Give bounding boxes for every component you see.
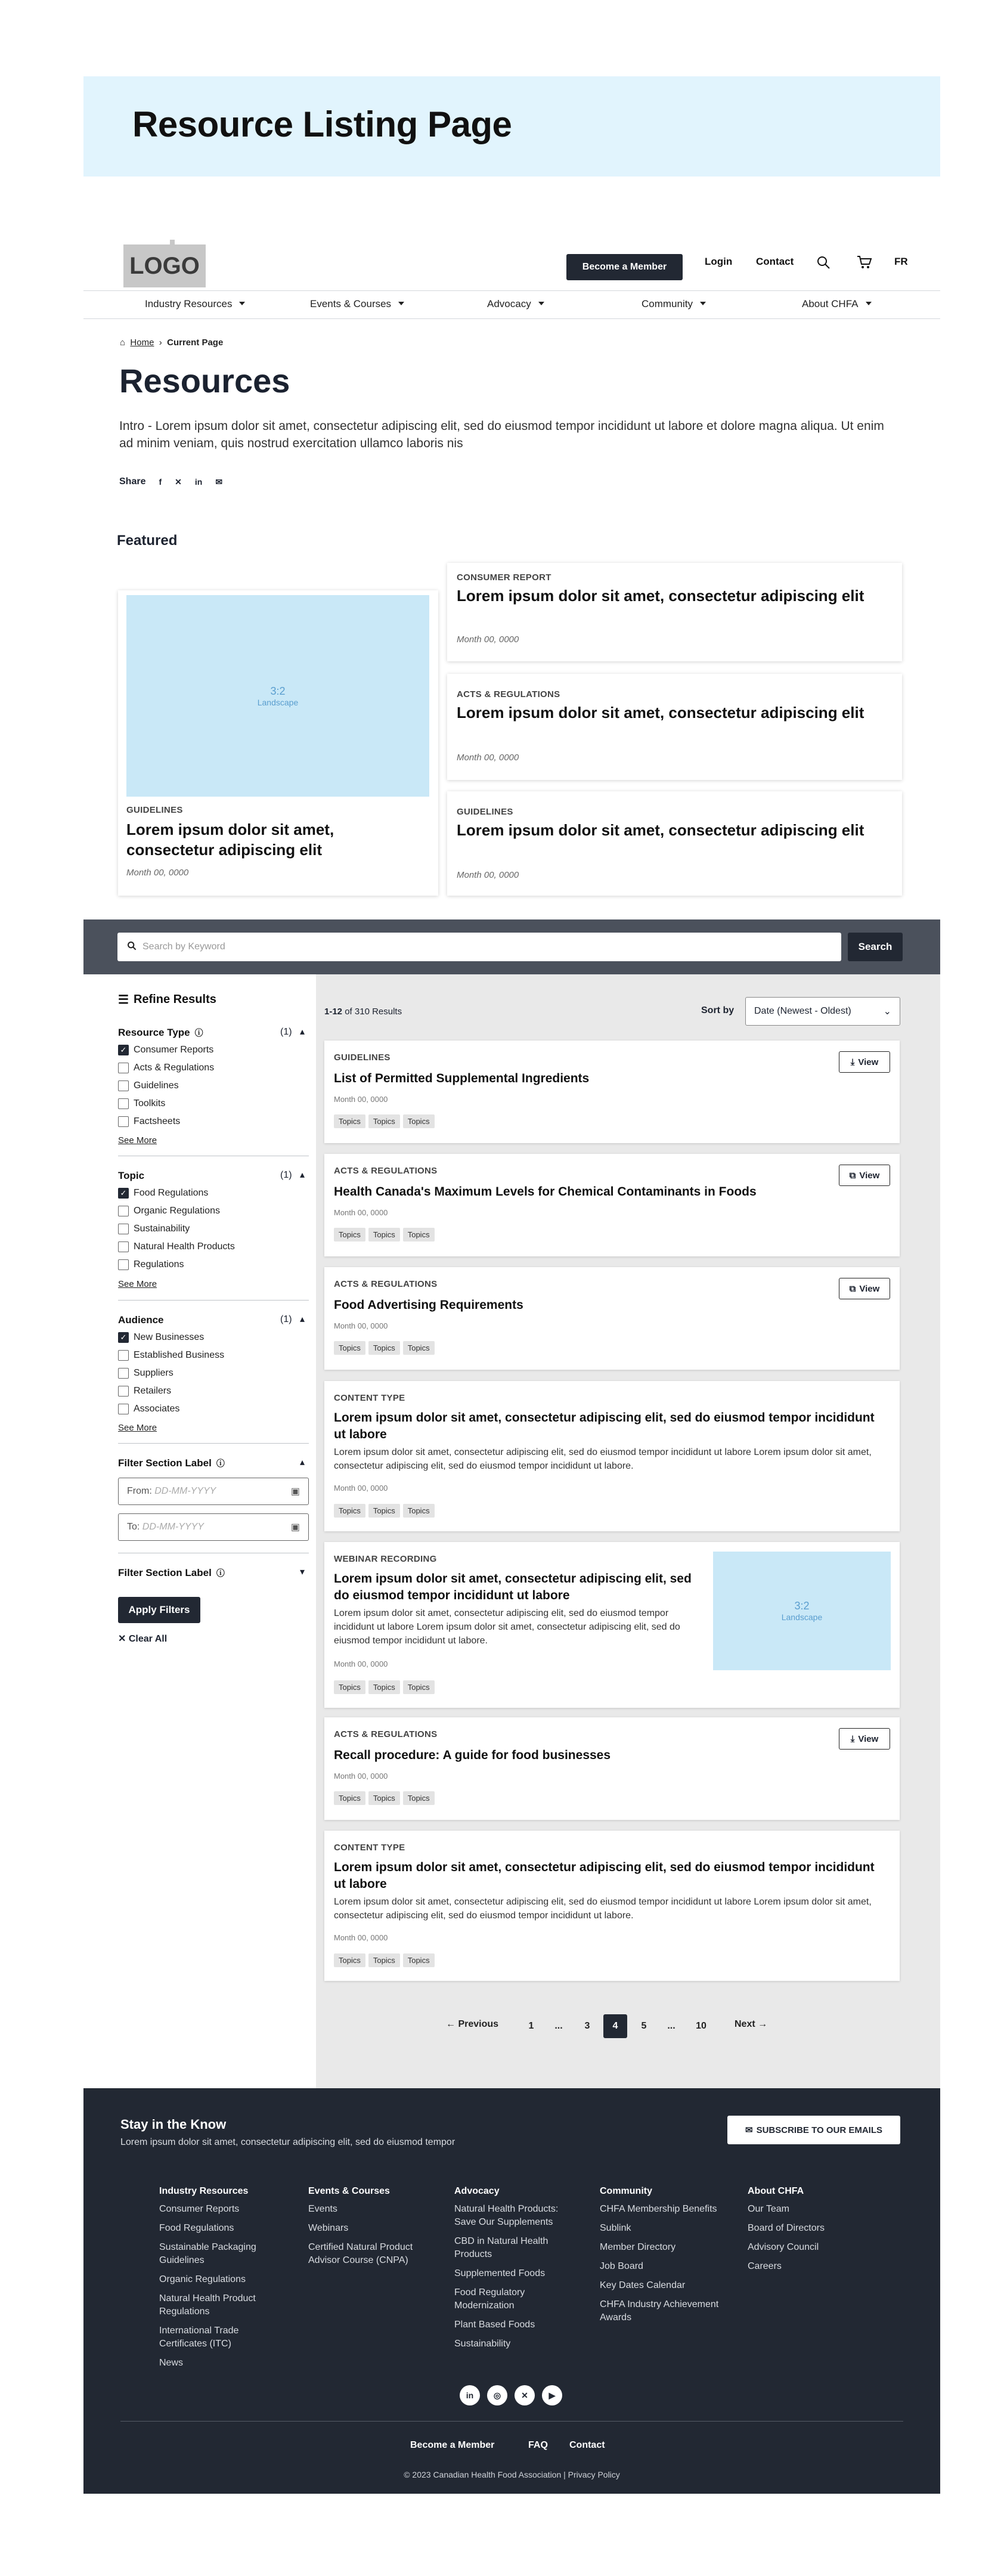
footer-link[interactable]: CHFA Membership Benefits (600, 2204, 717, 2214)
featured-main-card[interactable] (118, 590, 438, 896)
nav-industry-resources[interactable]: Industry Resources (145, 298, 245, 310)
result-title[interactable]: Lorem ipsum dolor sit amet, consectetur adipiscing elit, sed do eiusmod tempor incididunt ut labore (334, 1860, 875, 1891)
footer-link[interactable]: Food Regulatory Modernization (454, 2287, 525, 2311)
sort-select[interactable]: Date (Newest - Oldest) ⌄ (745, 997, 900, 1026)
footer-col-industry (159, 2186, 287, 2376)
tag-list (334, 1341, 435, 1355)
result-title[interactable]: Lorem ipsum dolor sit amet, consectetur adipiscing elit, sed do eiusmod tempor incididunt ut labore (334, 1411, 875, 1441)
tag-list (334, 1504, 435, 1518)
page-banner (83, 76, 940, 177)
card-eyebrow: ACTS & REGULATIONS (457, 689, 560, 699)
chevron-down-icon: ⌄ (883, 1007, 891, 1017)
become-member-button[interactable]: Become a Member (566, 254, 683, 280)
result-card[interactable] (324, 1831, 900, 1981)
divider (118, 1443, 309, 1444)
tag[interactable]: Topics (368, 1114, 400, 1128)
tag-list (334, 1791, 435, 1805)
tag[interactable]: Topics (403, 1341, 435, 1355)
result-date: Month 00, 0000 (334, 1095, 388, 1104)
checkbox-suppliers[interactable]: Suppliers (118, 1368, 173, 1379)
checkbox-organic-regulations[interactable]: Organic Regulations (118, 1206, 220, 1216)
footer-col-title: Community (600, 2186, 652, 2196)
download-icon: ⤓ (850, 1733, 855, 1744)
result-eyebrow: GUIDELINES (334, 1052, 391, 1063)
result-eyebrow: CONTENT TYPE (334, 1393, 405, 1403)
result-description: Lorem ipsum dolor sit amet, consectetur adipiscing elit, sed do eiusmod tempor incididunt ut labore Lorem ipsum dolor sit amet, consectetur adipiscing elit, sed do eiusmod tempor incididunt ut labore. (334, 1447, 872, 1471)
card-title: Lorem ipsum dolor sit amet, consectetur adipiscing elit (126, 821, 334, 859)
linkedin-icon[interactable]: in (460, 2385, 480, 2405)
footer-link[interactable]: CHFA Industry Achievement Awards (600, 2299, 719, 2323)
contact-link[interactable]: Contact (756, 256, 794, 267)
search-bar (83, 919, 940, 974)
card-title: Lorem ipsum dolor sit amet, consectetur adipiscing elit (457, 704, 864, 722)
image-placeholder: 3:2 Landscape (126, 595, 429, 797)
site-footer (83, 2088, 940, 2494)
checkbox-sustainability[interactable]: Sustainability (118, 1224, 190, 1234)
card-title: Lorem ipsum dolor sit amet, consectetur adipiscing elit (457, 587, 864, 605)
footer-col-events (308, 2186, 436, 2273)
featured-card[interactable] (447, 563, 902, 661)
footer-col-title: About CHFA (748, 2186, 804, 2196)
checkbox-consumer-reports[interactable]: ✓ Consumer Reports (118, 1045, 213, 1055)
footer-link[interactable]: Certified Natural Product Advisor Course (CNPA) (308, 2242, 413, 2265)
checkbox-food-regulations[interactable]: ✓ Food Regulations (118, 1188, 208, 1199)
featured-heading: Featured (117, 532, 178, 549)
footer-link[interactable]: Events (308, 2204, 337, 2214)
footer-link[interactable]: Careers (748, 2261, 782, 2271)
tag-list (334, 1228, 435, 1241)
pagination-next[interactable]: Next → (735, 2019, 768, 2029)
search-icon (127, 941, 137, 953)
home-icon: ⌂ (120, 338, 126, 348)
chevron-down-icon[interactable]: ▾ (300, 1567, 305, 1577)
x-icon[interactable]: ✕ (515, 2385, 535, 2405)
tag[interactable]: Topics (334, 1228, 365, 1241)
result-description: Lorem ipsum dolor sit amet, consectetur adipiscing elit, sed do eiusmod tempor incididunt ut labore Lorem ipsum dolor sit amet, consectetur adipiscing elit, sed do eiusmod tempor incididunt ut labore. (334, 1897, 872, 1921)
checkbox-established-business[interactable]: Established Business (118, 1350, 224, 1361)
tag[interactable]: Topics (368, 1341, 400, 1355)
result-card[interactable] (324, 1267, 900, 1370)
search-input[interactable] (117, 933, 841, 961)
search-icon[interactable] (816, 255, 831, 270)
language-toggle[interactable]: FR (894, 256, 908, 267)
tag[interactable]: Topics (368, 1504, 400, 1518)
tag-list (334, 1114, 435, 1128)
download-icon: ⤓ (850, 1057, 855, 1067)
footer-col-advocacy (454, 2186, 582, 2357)
tag[interactable]: Topics (368, 1791, 400, 1805)
footer-link[interactable]: CBD in Natural Health Products (454, 2236, 549, 2259)
chevron-right-icon: › (159, 338, 162, 348)
footer-link[interactable]: Natural Health Products: Save Our Supplements (454, 2204, 559, 2227)
page-1[interactable]: 1 (528, 2021, 534, 2031)
main-nav (83, 290, 940, 319)
checkbox-guidelines[interactable]: Guidelines (118, 1080, 179, 1091)
page-10[interactable]: 10 (696, 2021, 706, 2031)
stay-title: Stay in the Know (120, 2117, 227, 2132)
footer-link[interactable]: Webinars (308, 2223, 349, 2233)
see-more-resource-type[interactable]: See More (118, 1135, 157, 1145)
linkedin-icon[interactable]: in (194, 477, 203, 487)
footer-link[interactable]: Advisory Council (748, 2242, 819, 2252)
audience-header[interactable]: Audience (118, 1314, 164, 1326)
tag[interactable]: Topics (334, 1114, 365, 1128)
chevron-up-icon[interactable]: ▴ (300, 1457, 305, 1467)
page-ellipsis: ... (667, 2021, 675, 2031)
footer-link[interactable]: Sustainable Packaging Guidelines (159, 2242, 256, 2265)
sort-label: Sort by (701, 1005, 735, 1015)
audience-count: (1) (280, 1314, 292, 1324)
info-icon: ⓘ (216, 1568, 225, 1578)
tag[interactable]: Topics (334, 1504, 365, 1518)
footer-link[interactable]: Supplemented Foods (454, 2268, 546, 2278)
breadcrumb-home[interactable]: Home (130, 338, 154, 348)
footer-link[interactable]: News (159, 2358, 184, 2368)
external-link-icon: ⧉ (849, 1283, 856, 1294)
tag[interactable]: Topics (334, 1953, 365, 1967)
info-icon: ⓘ (194, 1028, 203, 1038)
chevron-up-icon[interactable]: ▴ (300, 1170, 305, 1180)
apply-filters-button[interactable]: Apply Filters (118, 1597, 200, 1623)
footer-link[interactable]: Consumer Reports (159, 2204, 240, 2214)
checkbox-factsheets[interactable]: Factsheets (118, 1116, 180, 1127)
card-date: Month 00, 0000 (457, 753, 519, 763)
view-button[interactable]: ⤓ View (839, 1728, 890, 1750)
checkbox-new-businesses[interactable]: ✓ New Businesses (118, 1332, 204, 1343)
page-4-current[interactable]: 4 (603, 2014, 627, 2038)
sliders-icon: ☰ (118, 993, 129, 1007)
nav-about[interactable]: About CHFA (802, 298, 872, 310)
tag[interactable]: Topics (403, 1791, 435, 1805)
result-eyebrow: WEBINAR RECORDING (334, 1554, 437, 1564)
site-logo[interactable]: LOGO (123, 244, 206, 287)
banner-title: Resource Listing Page (132, 104, 512, 144)
breadcrumb (120, 338, 223, 348)
tag-list (334, 1953, 435, 1967)
tag[interactable]: Topics (334, 1680, 365, 1694)
footer-become-member[interactable]: Become a Member (410, 2440, 495, 2450)
footer-link[interactable]: Member Directory (600, 2242, 676, 2252)
result-date: Month 00, 0000 (334, 1484, 388, 1493)
page-intro: Intro - Lorem ipsum dolor sit amet, consectetur adipiscing elit, sed do eiusmod tempor incididunt ut labore et dolore magna aliqua. Ut enim ad minim veniam, quis nostrud exercitation ullamco laboris nis (119, 419, 884, 450)
result-title[interactable]: Health Canada's Maximum Levels for Chemical Contaminants in Foods (334, 1185, 757, 1199)
date-filter-header[interactable]: Filter Section Label ⓘ (118, 1457, 225, 1469)
external-link-icon: ⧉ (849, 1170, 856, 1181)
tag[interactable]: Topics (403, 1953, 435, 1967)
share-label: Share (119, 476, 146, 487)
card-eyebrow: GUIDELINES (126, 805, 183, 815)
tag[interactable]: Topics (368, 1680, 400, 1694)
stay-text: Lorem ipsum dolor sit amet, consectetur adipiscing elit, sed do eiusmod tempor (120, 2137, 455, 2147)
filter-sidebar (83, 974, 316, 2088)
result-title[interactable]: Recall procedure: A guide for food businesses (334, 1748, 611, 1762)
breadcrumb-current: Current Page (167, 338, 224, 348)
result-eyebrow: ACTS & REGULATIONS (334, 1279, 438, 1289)
divider (118, 1300, 309, 1301)
calendar-icon: ▣ (290, 1522, 300, 1532)
footer-col-community (600, 2186, 728, 2330)
subscribe-button[interactable]: ✉ SUBSCRIBE TO OUR EMAILS (727, 2116, 900, 2144)
footer-link[interactable]: International Trade Certificates (ITC) (159, 2326, 239, 2349)
pagination-previous[interactable]: ← Previous (446, 2019, 499, 2029)
checkbox-retailers[interactable]: Retailers (118, 1386, 171, 1397)
footer-link[interactable]: Job Board (600, 2261, 643, 2271)
footer-link[interactable]: Organic Regulations (159, 2274, 246, 2284)
checkbox-regulations[interactable]: Regulations (118, 1259, 184, 1270)
checkbox-natural-health-products[interactable]: Natural Health Products (118, 1241, 235, 1252)
tag[interactable]: Topics (403, 1680, 435, 1694)
tag[interactable]: Topics (403, 1504, 435, 1518)
page-5[interactable]: 5 (641, 2021, 647, 2031)
tag[interactable]: Topics (368, 1953, 400, 1967)
image-placeholder: 3:2 Landscape (713, 1552, 891, 1670)
info-icon: ⓘ (216, 1459, 225, 1468)
topic-header[interactable]: Topic (118, 1170, 145, 1181)
results-count: 1-12 of 310 Results (324, 1007, 402, 1017)
footer-link[interactable]: Our Team (748, 2204, 789, 2214)
footer-divider (120, 2421, 903, 2422)
cart-icon[interactable] (856, 255, 873, 270)
result-title[interactable]: List of Permitted Supplemental Ingredients (334, 1072, 590, 1085)
topic-count: (1) (280, 1170, 292, 1180)
result-card[interactable] (324, 1154, 900, 1256)
result-card[interactable] (324, 1381, 900, 1531)
copyright: © 2023 Canadian Health Food Association | Privacy Policy (404, 2470, 620, 2479)
tag[interactable]: Topics (403, 1114, 435, 1128)
view-button[interactable]: ⧉ View (839, 1165, 890, 1186)
card-eyebrow: GUIDELINES (457, 807, 513, 817)
resource-type-count: (1) (280, 1027, 292, 1037)
nav-events-courses[interactable]: Events & Courses (310, 298, 404, 310)
x-icon[interactable]: ✕ (175, 476, 182, 487)
checkbox-associates[interactable]: Associates (118, 1404, 179, 1414)
chevron-up-icon[interactable]: ▴ (300, 1027, 305, 1037)
result-date: Month 00, 0000 (334, 1208, 388, 1217)
see-more-audience[interactable]: See More (118, 1423, 157, 1433)
share-bar (119, 476, 222, 487)
calendar-icon: ▣ (290, 1487, 300, 1497)
footer-link[interactable]: Sublink (600, 2223, 631, 2233)
youtube-icon[interactable]: ▶ (542, 2385, 562, 2405)
page-title: Resources (119, 362, 290, 400)
card-title: Lorem ipsum dolor sit amet, consectetur adipiscing elit (457, 821, 864, 839)
tag[interactable]: Topics (334, 1791, 365, 1805)
card-eyebrow: CONSUMER REPORT (457, 572, 551, 583)
email-icon[interactable]: ✉ (215, 476, 223, 487)
search-placeholder: Search by Keyword (142, 942, 225, 952)
checkbox-toolkits[interactable]: Toolkits (118, 1098, 165, 1109)
featured-card[interactable] (447, 674, 902, 780)
featured-card[interactable] (447, 791, 902, 896)
facebook-icon[interactable]: f (159, 477, 162, 487)
result-date: Month 00, 0000 (334, 1659, 388, 1668)
result-date: Month 00, 0000 (334, 1321, 388, 1330)
login-link[interactable]: Login (705, 256, 733, 267)
tag-list (334, 1680, 435, 1694)
refine-results-heading: ☰ Refine Results (118, 993, 216, 1007)
footer-link[interactable]: Plant Based Foods (454, 2320, 535, 2330)
footer-col-title: Advocacy (454, 2186, 500, 2196)
result-card[interactable] (324, 1542, 900, 1708)
footer-faq[interactable]: FAQ (528, 2440, 548, 2450)
result-description: Lorem ipsum dolor sit amet, consectetur adipiscing elit, sed do eiusmod tempor incididunt ut labore Lorem ipsum dolor sit amet, consectetur adipiscing elit, sed do eiusmod tempor incididunt ut labore. (334, 1608, 680, 1646)
view-button[interactable]: ⤓ View (839, 1051, 890, 1073)
footer-link[interactable]: Food Regulations (159, 2223, 234, 2233)
checkbox-acts-regulations[interactable]: Acts & Regulations (118, 1063, 214, 1073)
nav-community[interactable]: Community (642, 298, 706, 310)
resource-type-header[interactable]: Resource Type ⓘ (118, 1027, 203, 1038)
footer-link[interactable]: Sustainability (454, 2339, 511, 2349)
chevron-up-icon[interactable]: ▴ (300, 1314, 305, 1324)
tag[interactable]: Topics (368, 1228, 400, 1241)
result-eyebrow: CONTENT TYPE (334, 1843, 405, 1853)
collapsed-filter-header[interactable]: Filter Section Label ⓘ (118, 1567, 225, 1578)
search-button[interactable]: Search (848, 933, 903, 961)
email-icon: ✉ (745, 2125, 753, 2135)
result-title[interactable]: Lorem ipsum dolor sit amet, consectetur adipiscing elit, sed do eiusmod tempor incididunt ut labore (334, 1572, 692, 1602)
result-date: Month 00, 0000 (334, 1772, 388, 1781)
footer-contact[interactable]: Contact (569, 2440, 605, 2450)
card-date: Month 00, 0000 (457, 634, 519, 645)
footer-link[interactable]: Key Dates Calendar (600, 2280, 686, 2290)
card-date: Month 00, 0000 (457, 870, 519, 880)
footer-col-title: Events & Courses (308, 2186, 390, 2196)
footer-col-title: Industry Resources (159, 2186, 249, 2196)
result-card[interactable] (324, 1041, 900, 1143)
footer-link[interactable]: Board of Directors (748, 2223, 825, 2233)
result-title[interactable]: Food Advertising Requirements (334, 1298, 523, 1312)
page-ellipsis: ... (554, 2021, 563, 2031)
date-from-input[interactable]: From: DD-MM-YYYY ▣ (118, 1478, 309, 1505)
footer-link[interactable]: Natural Health Product Regulations (159, 2293, 256, 2317)
tag[interactable]: Topics (334, 1341, 365, 1355)
instagram-icon[interactable]: ◎ (487, 2385, 507, 2405)
page-3[interactable]: 3 (584, 2021, 590, 2031)
result-date: Month 00, 0000 (334, 1933, 388, 1942)
tag[interactable]: Topics (403, 1228, 435, 1241)
result-card[interactable] (324, 1717, 900, 1820)
result-eyebrow: ACTS & REGULATIONS (334, 1166, 438, 1176)
result-eyebrow: ACTS & REGULATIONS (334, 1729, 438, 1739)
see-more-topic[interactable]: See More (118, 1279, 157, 1289)
card-date: Month 00, 0000 (126, 868, 189, 878)
footer-col-about (748, 2186, 876, 2279)
nav-advocacy[interactable]: Advocacy (487, 298, 544, 310)
view-button[interactable]: ⧉ View (839, 1278, 890, 1299)
date-to-input[interactable]: To: DD-MM-YYYY ▣ (118, 1513, 309, 1541)
clear-all-button[interactable]: ✕ Clear All (118, 1634, 168, 1644)
